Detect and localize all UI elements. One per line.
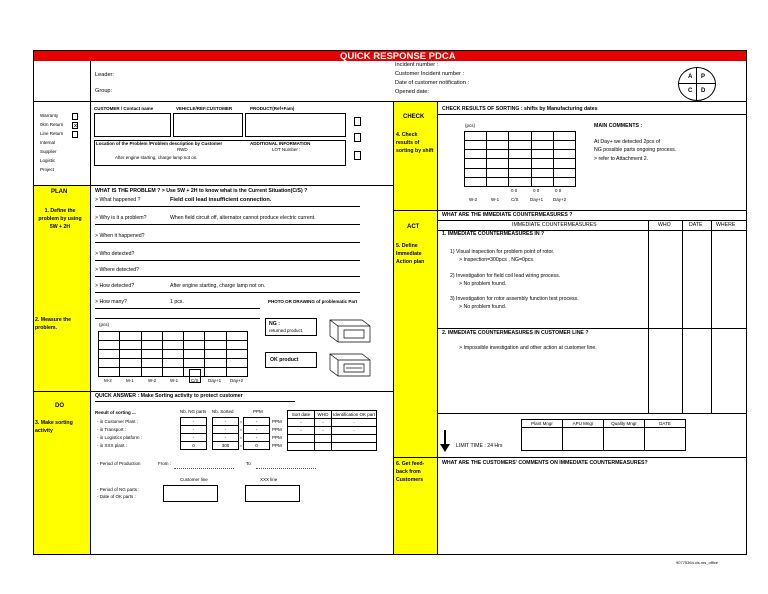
check-label-d1: Day+1 [530, 197, 544, 202]
xxx-line-box[interactable] [245, 485, 300, 502]
vehicle-field[interactable] [173, 113, 243, 137]
ppm-unit-1: PPM [272, 419, 282, 424]
act-section2-line [437, 328, 747, 329]
plan-label-w2: W-2 [148, 378, 157, 383]
row-label-plant: - in XXX plant : [97, 443, 128, 448]
photo-label: PHOTO OR DRAWING of problematic Part [268, 299, 358, 304]
sort-row: 0 300 = 0 [181, 442, 270, 450]
plan-rule-1 [95, 206, 360, 207]
group-label: Group: [95, 88, 113, 94]
source-supplier: Supplier [40, 149, 57, 154]
act-section1: 1. IMMEDIATE COUNTERMEASURES IN ? [442, 231, 545, 237]
pdca-hline [679, 83, 715, 84]
leader-label: Leader: [95, 72, 114, 78]
customer-incident-number: Customer Incident number : [395, 71, 465, 77]
what-happened: > What happened ? [95, 197, 141, 203]
pdca-c: C [688, 88, 693, 94]
date-ok-text: Date of OK parts : [99, 494, 136, 499]
plan-rule-6 [95, 292, 360, 293]
check-label-cs: C/S [511, 197, 519, 202]
limit-time: LIMIT TIME : 24 Hrs [456, 443, 503, 449]
sort-row: - - = - [181, 418, 270, 426]
why-problem-label: Why is it a problem? [99, 215, 147, 221]
check-header-line [437, 114, 747, 115]
plan-step1: 1. Define the problem by using 5W + 2H [38, 208, 82, 230]
row-label-logistics-text: in Logistics platform : [99, 435, 143, 440]
plan-rule-7 [95, 308, 260, 309]
sign-plant-mngr: Plant Mngr [522, 420, 563, 428]
customer-label: CUSTOMER / Contact name [94, 106, 154, 111]
cell-ppm: - [244, 426, 270, 434]
period-ng-text: Period of NG parts : [99, 487, 140, 492]
plan-chart-pcs: (pcs) [99, 322, 109, 327]
cell-sorted: - [213, 434, 239, 442]
plan-title: PLAN [51, 189, 68, 195]
check-pcs: (pcs) [465, 123, 475, 128]
cell-ng: - [181, 426, 207, 434]
cell-ng: 0 [181, 442, 207, 450]
pdca-vline [696, 68, 697, 100]
problem-description: After engine starting, charge lamp not on. [115, 155, 198, 160]
act-col-who-divider [648, 220, 649, 413]
cell-ng: - [181, 418, 207, 426]
cell-ng: - [181, 434, 207, 442]
comment-line-2: NG possible parts ongoing process. [594, 147, 677, 153]
ppm-unit-2: PPM [272, 427, 282, 432]
check-value-d2: 0 0 [555, 188, 562, 193]
how-detected: > How detected? [95, 283, 135, 289]
act-item2: 2) Investigation for field coil lead wiring process. [450, 273, 561, 279]
feedback-step6: 6. Get feed-back from Customers [396, 461, 425, 483]
left-col-divider [90, 101, 91, 555]
cell-sorted: - [213, 426, 239, 434]
sort-results-table [180, 417, 270, 450]
source-checkbox-line-return[interactable] [72, 131, 78, 138]
period-label-text: Period of Production [99, 461, 141, 466]
header-divider [90, 61, 91, 101]
check-label-w2: W-2 [469, 197, 478, 202]
sign-plant-mngr-field[interactable] [522, 428, 563, 451]
signature-table [521, 419, 686, 451]
how-many-answer: 1 pcs. [170, 299, 184, 305]
pdca-wheel [678, 67, 716, 101]
period-ng-label: - Period of NG parts : [97, 487, 140, 492]
act-header-line [437, 220, 747, 221]
main-comments-label: MAIN COMMENTS : [594, 123, 643, 129]
check-step4: 4. Check results of sorting by shift [396, 132, 434, 154]
incident-number: Incident number : [395, 62, 439, 68]
comment-line-1: At Day+ we detected 2pcs of [594, 139, 661, 145]
sign-quality-mngr: Quality Mngr [604, 420, 645, 428]
act-col-who: WHO [658, 222, 671, 228]
how-answer: After engine starting, charge lamp not on. [170, 283, 266, 289]
col-ng-parts: Nb. NG parts [180, 409, 207, 414]
why-answer: When field circuit off, alternator cannot produce electric current. [170, 215, 316, 221]
ppm-unit-3: PPM [272, 435, 282, 440]
pdca-d: D [701, 88, 706, 94]
check-value-cs: 0 0 [511, 188, 518, 193]
plan-label-d2: Day+2 [230, 378, 244, 383]
do-title: DO [55, 403, 64, 409]
product-field[interactable] [245, 113, 346, 137]
act-item1-sub: > Inspection=300pcs , NG=0pcs. [459, 257, 535, 263]
plan-rule-5 [95, 276, 360, 277]
from-field[interactable] [174, 468, 234, 469]
to-field[interactable] [256, 468, 316, 469]
vehicle-label: VEHICLE/REF.CUSTOMER [176, 106, 233, 111]
source-warranty: Warranty [40, 113, 59, 118]
source-internal: Internal [40, 140, 56, 145]
do-label-panel [34, 392, 90, 554]
act-step5: 5. Define Immediate Action plan [396, 243, 425, 265]
how-many-label: How many? [99, 299, 127, 305]
ng-label: NG : [269, 321, 280, 327]
plan-rule-8 [95, 318, 260, 319]
col-sorted: Nb. Sorted [212, 409, 234, 414]
additional-label: ADDITIONAL INFORMATION [250, 141, 311, 146]
ppm-unit-4: PPM [272, 443, 282, 448]
notification-date: Date of customer notification : [395, 80, 469, 86]
check-label-d2: Day+2 [553, 197, 567, 202]
plan-label-cs: C/S [191, 378, 199, 383]
cell-sorted: 300 [213, 442, 239, 450]
do-rule [95, 401, 295, 402]
where-detected-label: Where detected? [99, 267, 139, 273]
act-bottom-line [437, 413, 747, 414]
down-arrow-icon [440, 430, 450, 452]
page-title: QUICK RESPONSE PDCA [340, 51, 456, 62]
where-detected: > Where detected? [95, 267, 139, 273]
act-top-line [393, 210, 747, 211]
sort-detail-table: Sort date WHO Identification OK part - - - - - - [287, 410, 377, 451]
act-item1: 1) Visual inspection for problem point of rotor. [450, 249, 555, 255]
footer-filename: 90775364.xls.ms_office [676, 560, 718, 565]
act-col-where: WHERE [716, 222, 736, 228]
col-sort-date: Sort date [288, 411, 315, 419]
how-detected-label: How detected? [99, 283, 135, 289]
what-happened-answer: Field coil lead insufficient connection. [170, 197, 272, 203]
check-label-w1: W-1 [491, 197, 500, 202]
cell-ppm: 0 [244, 442, 270, 450]
plan-label-w1: W-1 [170, 378, 179, 383]
act-title: ACT [407, 224, 420, 230]
pdca-a: A [688, 74, 693, 80]
source-0km-return: 0km Return [40, 122, 64, 127]
col-identification: Identification OK part [332, 412, 376, 417]
comment-line-3: > refer to Attachment 2. [594, 156, 649, 162]
why-problem: > Why is it a problem? [95, 215, 147, 221]
feedback-top-line [393, 457, 747, 458]
sign-apu-mngr: APU Mngr [563, 420, 604, 428]
plan-label-d1: Day+1 [208, 378, 222, 383]
ng-sublabel: returned product. [269, 328, 304, 333]
act-item3-sub: > No problem found. [459, 304, 507, 310]
plan-rule-3 [95, 242, 360, 243]
source-checkbox-0km[interactable] [72, 122, 78, 129]
plan-question: WHAT IS THE PROBLEM ? > Use 5W + 2H to know what is the Current Situation(C/S) ? [95, 188, 308, 194]
to-label: To [246, 461, 251, 466]
source-check-mark: X [74, 123, 78, 128]
row-label-customer: - in Customer Plant : [97, 419, 139, 424]
product-label: PRODUCT(Ref+Fam) [250, 106, 295, 111]
check-sorting-chart [464, 131, 576, 187]
location-label: Location of the Problem /Problem description by Customer [96, 141, 223, 146]
act-item2-sub: > No problem found. [459, 281, 507, 287]
act-col-where-divider [711, 220, 712, 413]
do-step3: 3. Make sorting activity [35, 420, 73, 434]
how-many: > How many? [95, 299, 127, 305]
plan-label-m2: M-2 [104, 378, 112, 383]
row-label-plant-text: in XXX plant : [99, 443, 128, 448]
ok-label: OK product [270, 357, 299, 363]
period-label: - Period of Production [97, 461, 141, 466]
act-header: WHAT ARE THE IMMEDIATE COUNTERMEASURES ? [442, 212, 573, 218]
xxx-line-label: XXX line [260, 477, 278, 482]
act-col-main: IMMEDIATE COUNTERMEASURES [512, 222, 597, 228]
quick-answer: QUICK ANSWER : Make Sorting activity to protect customer [95, 393, 243, 399]
from-label: From : [158, 461, 171, 466]
who-detected: > Who detected? [95, 251, 135, 257]
sign-date: DATE [645, 420, 686, 428]
row-label-transport-text: in Transport : [99, 427, 127, 432]
sign-apu-mngr-field[interactable] [563, 428, 604, 451]
customer-line-label: Customer line [180, 477, 208, 482]
sort-row: - - = - [181, 434, 270, 442]
side-checkbox-2[interactable] [354, 133, 361, 142]
plan-rule-2 [95, 224, 360, 225]
check-header: CHECK RESULTS OF SORTING : shifts by Manufacturing dates [442, 106, 598, 112]
feedback-header: WHAT ARE THE CUSTOMERS' COMMENTS ON IMMEDIATE COUNTERMEASURES? [442, 460, 648, 466]
sign-date-field[interactable] [645, 428, 686, 451]
what-happened-label: What happened ? [99, 197, 141, 203]
act-section2: 2. IMMEDIATE COUNTERMEASURES IN CUSTOMER LINE ? [442, 330, 589, 336]
result-label: Result of sorting ... [95, 410, 136, 415]
when-happened-label: When it happened? [99, 233, 145, 239]
check-value-d1: 0 0 [533, 188, 540, 193]
sort-row: - - = - [181, 426, 270, 434]
ok-label-box [265, 352, 317, 368]
customer-field[interactable] [94, 113, 171, 137]
col-ppm: PPM [253, 409, 263, 414]
row-label-transport: - in Transport : [97, 427, 127, 432]
lot-label: LOT Number : [272, 147, 301, 152]
customer-line-box[interactable] [163, 485, 218, 502]
plan-label-m1: M-1 [126, 378, 134, 383]
location-value: RWD [177, 147, 188, 152]
when-happened: > When it happened? [95, 233, 145, 239]
side-checkbox-1[interactable] [354, 117, 361, 126]
date-ok-label: - Date of OK parts : [97, 494, 136, 499]
opened-date: Opened date: [395, 89, 429, 95]
plan-step2: 2. Measure the problem. [35, 317, 72, 331]
cell-ppm: - [244, 434, 270, 442]
check-title: CHECK [403, 114, 425, 120]
row-label-customer-text: in Customer Plant : [99, 419, 139, 424]
source-logistic: Logistic [40, 158, 56, 163]
cell-sorted: - [213, 418, 239, 426]
header-bottom-line [33, 101, 747, 102]
side-checkbox-3[interactable] [354, 151, 361, 160]
row-label-logistics: - in Logistics platform : [97, 435, 143, 440]
act-col-date-divider [682, 220, 683, 413]
act-col-date: DATE [689, 222, 703, 228]
pdca-p: P [701, 74, 706, 80]
act-item3: 3) Investigation for rotor assembly function test process. [450, 296, 579, 302]
act-section2-item: > Impossible investigation and other action at customer line. [459, 345, 597, 351]
plan-rule-4 [95, 260, 360, 261]
sign-quality-mngr-field[interactable] [604, 428, 645, 451]
source-checkbox-warranty[interactable] [72, 113, 78, 120]
ng-label-box [265, 318, 317, 336]
connector-photo [322, 316, 378, 382]
plan-measure-chart [98, 331, 248, 377]
source-project: Project [40, 167, 55, 172]
col-who: WHO [315, 411, 332, 419]
cell-ppm: - [244, 418, 270, 426]
source-line-return: Line Return [40, 131, 64, 136]
who-detected-label: Who detected? [99, 251, 135, 257]
